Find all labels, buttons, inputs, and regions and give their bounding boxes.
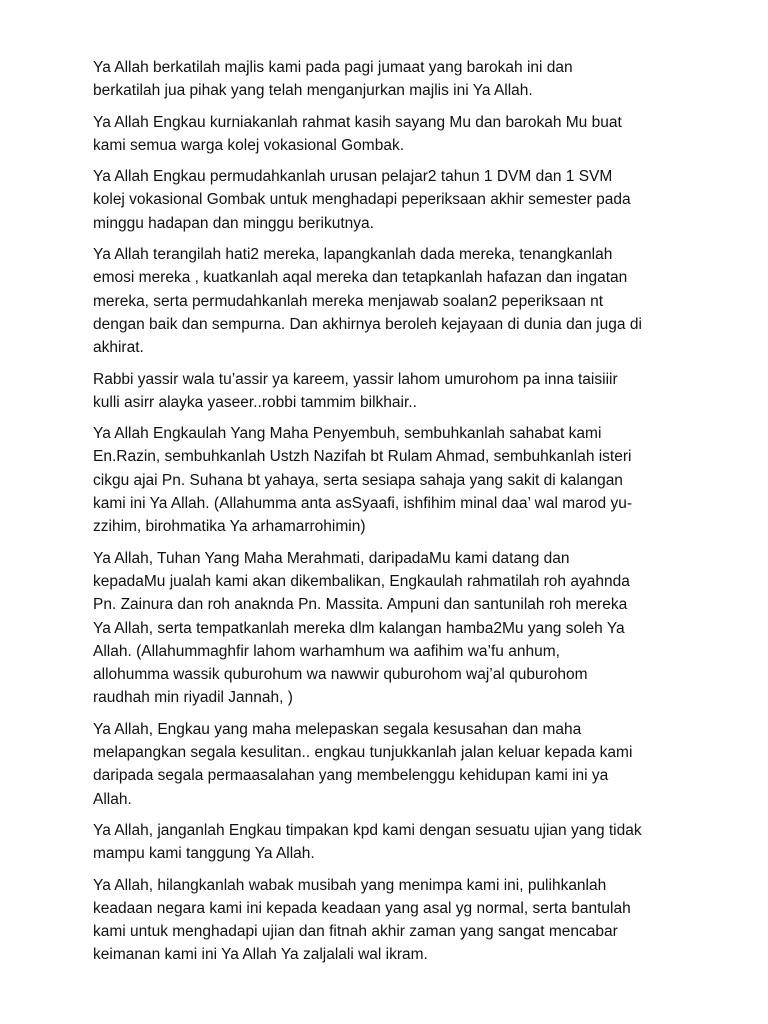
- document-page: [93, 56, 683, 975]
- paragraph-4: Ya Allah terangilah hati2 mereka, lapangkanlah dada mereka, tenangkanlah emosi mereka , kuatkanlah aqal mereka dan tetapkanlah hafazan dan ingatan mereka, serta permudahkanlah mereka menjawab soalan2 peperiksaan nt dengan baik dan sempurna. Dan akhirnya beroleh kejayaan di dunia dan juga di akhirat.: [93, 246, 642, 357]
- paragraph-7: Ya Allah, Tuhan Yang Maha Merahmati, daripadaMu kami datang dan kepadaMu jualah kami akan dikembalikan, Engkaulah rahmatilah roh ayahnda Pn. Zainura dan roh anaknda Pn. Massita. Ampuni dan santunilah roh mereka Ya Allah, serta tempatkanlah mereka dlm kalangan hamba2Mu yang soleh Ya Allah. (Allahummaghfir lahom warhamhum wa aafihim wa’fu anhum, allohumma wassik quburohum wa nawwir quburohom waj’al quburohom raudhah min riyadil Jannah, ): [93, 549, 630, 707]
- paragraph-3: Ya Allah Engkau permudahkanlah urusan pelajar2 tahun 1 DVM dan 1 SVM kolej vokasional Gombak untuk menghadapi peperiksaan akhir semester pada minggu hadapan dan minggu berikutnya.: [93, 168, 631, 232]
- paragraph-9: Ya Allah, janganlah Engkau timpakan kpd kami dengan sesuatu ujian yang tidak mampu kami tanggung Ya Allah.: [93, 821, 642, 863]
- paragraph-2: Ya Allah Engkau kurniakanlah rahmat kasih sayang Mu dan barokah Mu buat kami semua warga kolej vokasional Gombak.: [93, 113, 622, 154]
- paragraph-8: Ya Allah, Engkau yang maha melepaskan segala kesusahan dan maha melapangkan segala kesulitan.. engkau tunjukkanlah jalan keluar kepada kami daripada segala permaasalahan yang membelenggu kehidupan kami ini ya Allah.: [93, 720, 633, 808]
- paragraph-1: Ya Allah berkatilah majlis kami pada pagi jumaat yang barokah ini dan berkatilah jua pihak yang telah menganjurkan majlis ini Ya Allah.: [93, 59, 573, 100]
- paragraph-6: Ya Allah Engkaulah Yang Maha Penyembuh, sembuhkanlah sahabat kami En.Razin, sembuhkanlah Ustzh Nazifah bt Rulam Ahmad, sembuhkanlah isteri cikgu ajai Pn. Suhana bt yahaya, serta sesiapa sahaja yang sakit di kalangan kami ini Ya Allah. (Allahumma anta asSyaafi, ishfihim minal daa’ wal marod yu- zzihim, birohmatika Ya arhamarrohimin): [93, 425, 633, 536]
- paragraph-10: Ya Allah, hilangkanlah wabak musibah yang menimpa kami ini, pulihkanlah keadaan negara kami ini kepada keadaan yang asal yg normal, serta bantulah kami untuk menghadapi ujian dan fitnah akhir zaman yang sangat mencabar keimanan kami ini Ya Allah Ya zaljalali wal ikram.: [93, 876, 631, 964]
- paragraph-5: Rabbi yassir wala tu’assir ya kareem, yassir lahom umurohom pa inna taisiiir kulli asirr alayka yaseer..robbi tammim bilkhair..: [93, 370, 618, 411]
